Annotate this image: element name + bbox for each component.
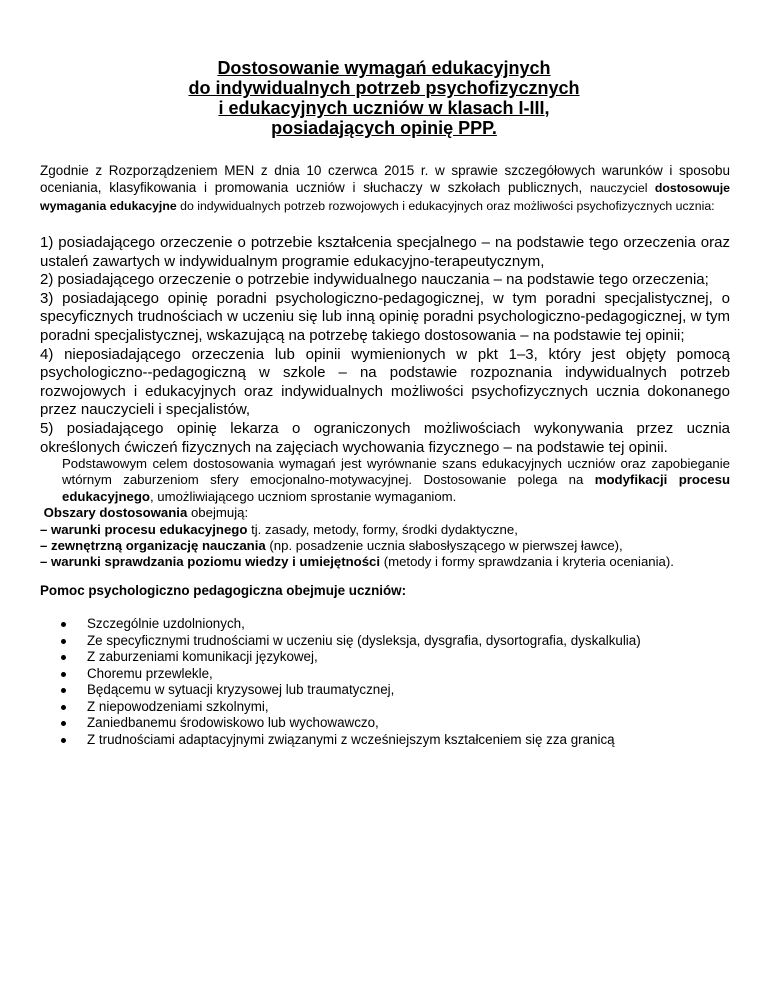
purpose-text: Podstawowym celem dostosowania wymagań jest wyrównanie szans edukacyjnych uczniów oraz zapobieganie wtórnym zaburzeniom sfery emocjonalno-motywacyjnej. Dostosowanie polega na modyfikacji procesu edukacyjnego, umożliwiającego uczniom sprostanie wymaganiom.	[62, 456, 731, 504]
intro-paragraph	[40, 162, 730, 215]
help-list	[40, 616, 730, 748]
intro-text-1: Zgodnie z Rozporządzeniem MEN z dnia 10 czerwca 2015 r. w sprawie szczegółowych warunków i sposobu oceniania, klasyfikowania i promowania uczniów i słuchaczy w szkołach publicznych,	[40, 163, 730, 195]
bullet-icon	[61, 721, 66, 726]
bullet-icon	[61, 688, 66, 693]
list-item-5: 5) posiadającego opinię lekarza o ograniczonych możliwościach wykonywania przez ucznia określonych ćwiczeń fizycznych na zajęciach wychowania fizycznego – na podstawie tej opinii.	[40, 419, 730, 456]
bullet-icon	[61, 639, 66, 644]
scope-line: Obszary dostosowania obejmują:	[43, 505, 249, 521]
help-list-item: Szczególnie uzdolnionych,	[40, 616, 730, 633]
list-item-2: 2) posiadającego orzeczenie o potrzebie indywidualnego nauczania – na podstawie tego orzeczenia;	[40, 271, 709, 289]
help-list-item: Z zaburzeniami komunikacji językowej,	[40, 649, 730, 666]
title-line-2: do indywidualnych potrzeb psychofizycznych	[188, 78, 580, 98]
intro-text-2: nauczyciel	[590, 181, 655, 195]
help-list-item: Ze specyficznymi trudnościami w uczeniu się (dysleksja, dysgrafia, dysortografia, dyskalkulia)	[40, 633, 730, 650]
help-list-item: Z niepowodzeniami szkolnymi,	[40, 699, 730, 716]
purpose-bold: modyfikacji procesu edukacyjnego	[62, 472, 731, 504]
document-title	[100, 58, 668, 138]
title-line-1: Dostosowanie wymagań edukacyjnych	[217, 58, 551, 78]
title-line-3: i edukacyjnych uczniów w klasach I-III,	[218, 98, 550, 118]
list-item-4: 4) nieposiadającego orzeczenia lub opinii wymienionych w pkt 1–3, który jest objęty pomocą psychologiczno--pedagogiczną w szkole – na podstawie rozpoznania indywidualnych potrzeb rozwojowych i edukacyjnych oraz indywidualnych możliwości psychofizycznych ucznia dokonanego przez nauczycieli i specjalistów,	[40, 345, 730, 419]
purpose-paragraph	[40, 456, 730, 571]
scope-item-1: – warunki procesu edukacyjnego tj. zasady, metody, formy, środki dydaktyczne,	[40, 521, 518, 537]
intro-bold: dostosowuje wymagania edukacyjne	[40, 181, 730, 213]
bullet-icon	[61, 738, 66, 743]
bullet-icon	[61, 672, 66, 677]
scope-bold: Obszary dostosowania	[43, 505, 188, 521]
title-line-4: posiadających opinię PPP.	[271, 118, 497, 138]
help-list-item: Zaniedbanemu środowiskowo lub wychowawczo,	[40, 715, 730, 732]
list-item-1: 1) posiadającego orzeczenie o potrzebie kształcenia specjalnego – na podstawie tego orzeczenia oraz ustaleń zawartych w indywidualnym programie edukacyjno-terapeutycznym,	[40, 234, 730, 270]
scope-item-3: – warunki sprawdzania poziomu wiedzy i umiejętności (metody i formy sprawdzania i kryteria oceniania).	[40, 554, 674, 570]
help-heading: Pomoc psychologiczno pedagogiczna obejmuje uczniów:	[40, 583, 407, 598]
scope-item-2: – zewnętrzną organizację nauczania (np. posadzenie ucznia słabosłyszącego w pierwszej ławce),	[40, 538, 623, 554]
intro-text-3: do indywidualnych potrzeb rozwojowych i edukacyjnych oraz możliwości psychofizycznych ucznia:	[176, 199, 715, 213]
help-list-item: Z trudnościami adaptacyjnymi związanymi z wcześniejszym kształceniem się zza granicą	[40, 732, 730, 749]
help-list-item: Choremu przewlekle,	[40, 666, 730, 683]
help-list-item: Będącemu w sytuacji kryzysowej lub traumatycznej,	[40, 682, 730, 699]
adjustment-conditions-list	[40, 234, 730, 457]
bullet-icon	[61, 705, 66, 710]
bullet-icon	[61, 622, 66, 627]
bullet-icon	[61, 655, 66, 660]
list-item-3: 3) posiadającego opinię poradni psychologiczno-pedagogicznej, w tym poradni specjalistycznej, o specyficznych trudnościach w uczeniu się lub inną opinię poradni psychologiczno-pedagogicznej, w tym poradni specjalistycznej, wskazującą na potrzebę takiego dostosowania – na podstawie tej opinii;	[40, 289, 730, 344]
